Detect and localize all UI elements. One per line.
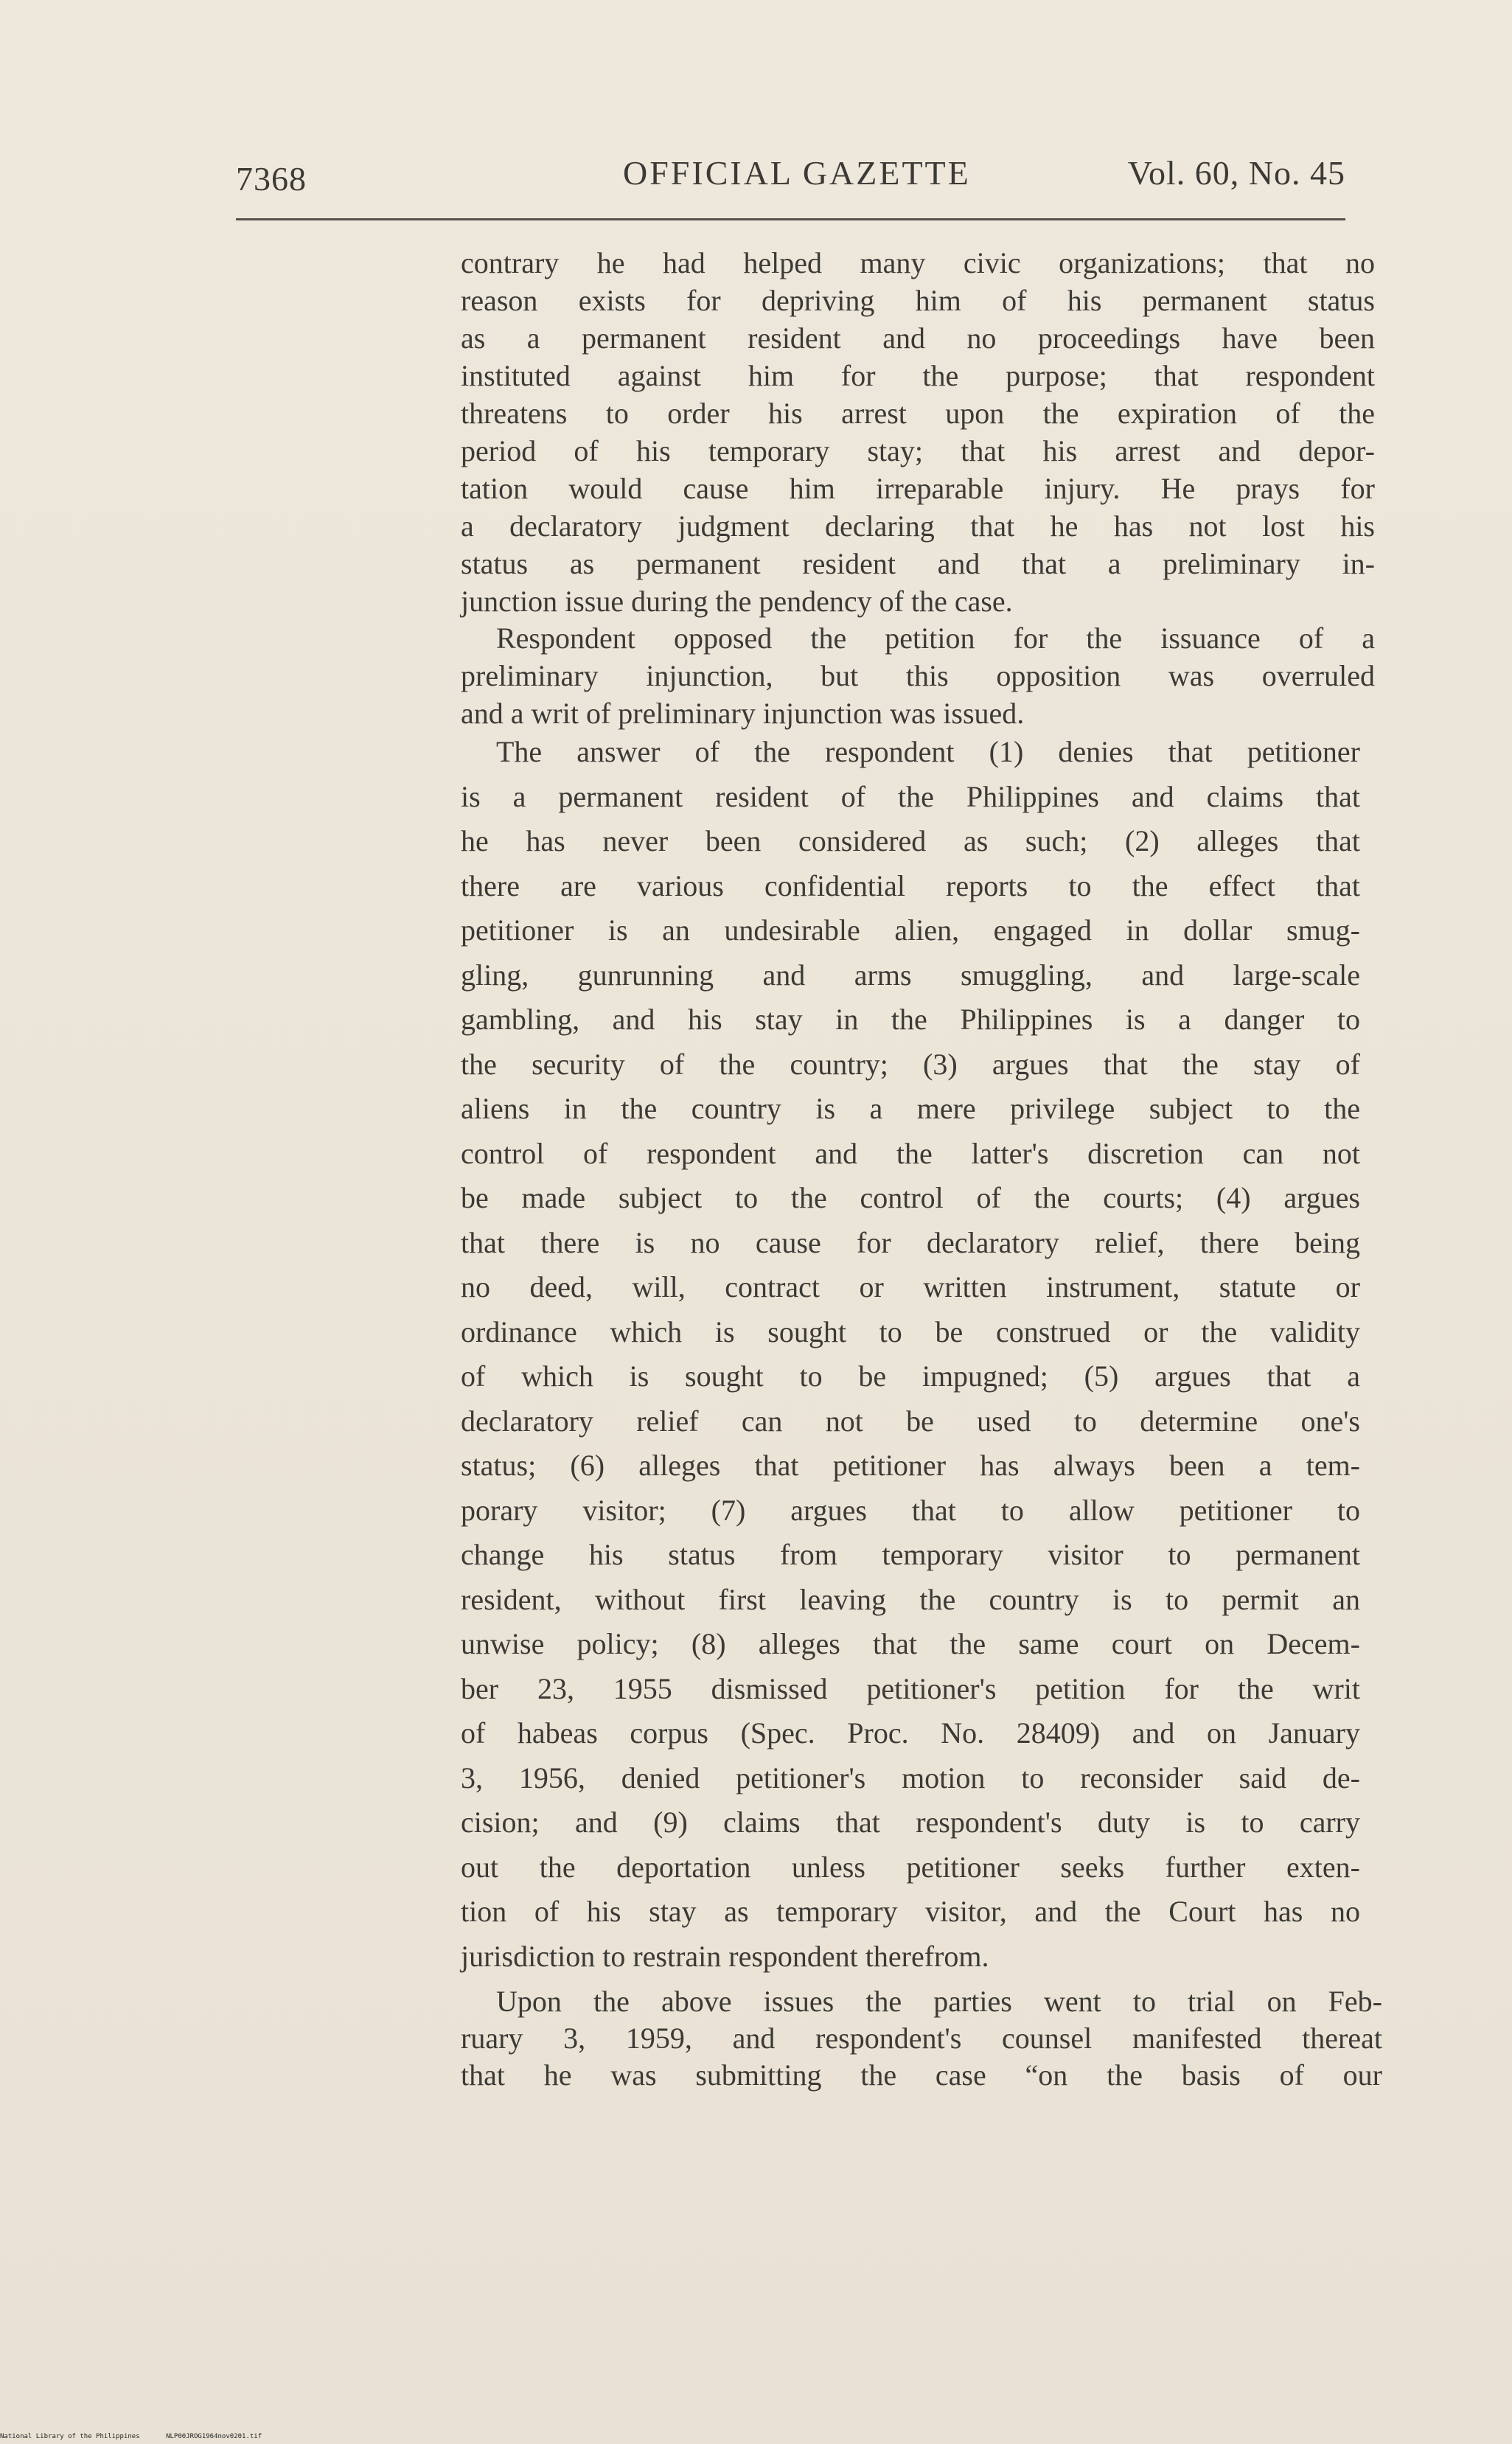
text-line: tion of his stay as temporary visitor, and the Court has no <box>461 1895 1360 1928</box>
paragraph-continuation <box>461 244 1375 620</box>
text-line: threatens to order his arrest upon the expiration of the <box>461 397 1375 430</box>
text-line: he has never been considered as such; (2) alleges that <box>461 824 1360 857</box>
text-line: porary visitor; (7) argues that to allow petitioner to <box>461 1493 1360 1527</box>
text-line: The answer of the respondent (1) denies that petitioner <box>496 735 1360 768</box>
text-line: control of respondent and the latter's discretion can not <box>461 1136 1360 1170</box>
text-line: tation would cause him irreparable injury. He prays for <box>461 472 1375 505</box>
running-header <box>236 153 1345 205</box>
text-line: ber 23, 1955 dismissed petitioner's petition for the writ <box>461 1671 1360 1705</box>
volume-issue: Vol. 60, No. 45 <box>1127 154 1345 192</box>
text-line: ruary 3, 1959, and respondent's counsel manifested thereat <box>461 2022 1382 2055</box>
text-line: status as permanent resident and that a preliminary in- <box>461 547 1375 580</box>
text-line: as a permanent resident and no proceedings have been <box>461 321 1375 355</box>
text-line: and a writ of preliminary injunction was issued. <box>461 697 1025 730</box>
page-number: 7368 <box>236 160 307 198</box>
paragraph-injunction <box>461 619 1375 732</box>
text-line: that there is no cause for declaratory relief, there being <box>461 1225 1360 1259</box>
scan-footer <box>0 2433 262 2440</box>
text-line: change his status from temporary visitor to permanent <box>461 1538 1360 1571</box>
text-line: no deed, will, contract or written instrument, statute or <box>461 1270 1360 1303</box>
text-line: reason exists for depriving him of his permanent status <box>461 284 1375 317</box>
text-line: cision; and (9) claims that respondent's duty is to carry <box>461 1806 1360 1839</box>
text-line: Respondent opposed the petition for the issuance of a <box>496 622 1375 655</box>
paragraph-trial <box>461 1983 1382 2094</box>
text-line: out the deportation unless petitioner seeks further exten- <box>461 1850 1360 1884</box>
text-line: status; (6) alleges that petitioner has always been a tem- <box>461 1449 1360 1482</box>
text-line: declaratory relief can not be used to determine one's <box>461 1404 1360 1438</box>
text-line: aliens in the country is a mere privilege subject to the <box>461 1092 1360 1125</box>
text-line: unwise policy; (8) alleges that the same court on Decem- <box>461 1627 1360 1660</box>
publication-title: OFFICIAL GAZETTE <box>623 154 971 192</box>
text-line: be made subject to the control of the courts; (4) argues <box>461 1181 1360 1214</box>
text-line: petitioner is an undesirable alien, engaged in dollar smug- <box>461 913 1360 947</box>
text-line: a declaratory judgment declaring that he has not lost his <box>461 509 1375 543</box>
text-line: there are various confidential reports to the effect that <box>461 868 1360 902</box>
library-credit: National Library of the Philippines <box>0 2433 140 2440</box>
text-line: junction issue during the pendency of the case. <box>461 585 1013 618</box>
text-line: gambling, and his stay in the Philippines is a danger to <box>461 1003 1360 1036</box>
text-line: instituted against him for the purpose; that respondent <box>461 359 1375 392</box>
text-line: gling, gunrunning and arms smuggling, and large-scale <box>461 958 1360 992</box>
text-line: that he was submitting the case “on the basis of our <box>461 2058 1382 2092</box>
text-line: the security of the country; (3) argues that the stay of <box>461 1047 1360 1081</box>
text-line: 3, 1956, denied petitioner's motion to reconsider said de- <box>461 1761 1360 1794</box>
text-line: preliminary injunction, but this opposition was overruled <box>461 659 1375 692</box>
text-line: period of his temporary stay; that his arrest and depor- <box>461 434 1375 467</box>
text-line: of which is sought to be impugned; (5) argues that a <box>461 1359 1360 1393</box>
text-line: is a permanent resident of the Philippines and claims that <box>461 779 1360 813</box>
paragraph-answer <box>461 730 1360 1979</box>
text-line: ordinance which is sought to be construed or the validity <box>461 1315 1360 1348</box>
scan-filename: NLP00JROG1964nov0201.tif <box>166 2433 262 2440</box>
text-line: contrary he had helped many civic organizations; that no <box>461 246 1375 279</box>
text-line: jurisdiction to restrain respondent therefrom. <box>461 1939 989 1973</box>
header-rule <box>236 218 1345 220</box>
text-line: of habeas corpus (Spec. Proc. No. 28409) and on January <box>461 1716 1360 1750</box>
text-line: Upon the above issues the parties went to trial on Feb- <box>496 1985 1382 2018</box>
text-line: resident, without first leaving the country is to permit an <box>461 1582 1360 1616</box>
